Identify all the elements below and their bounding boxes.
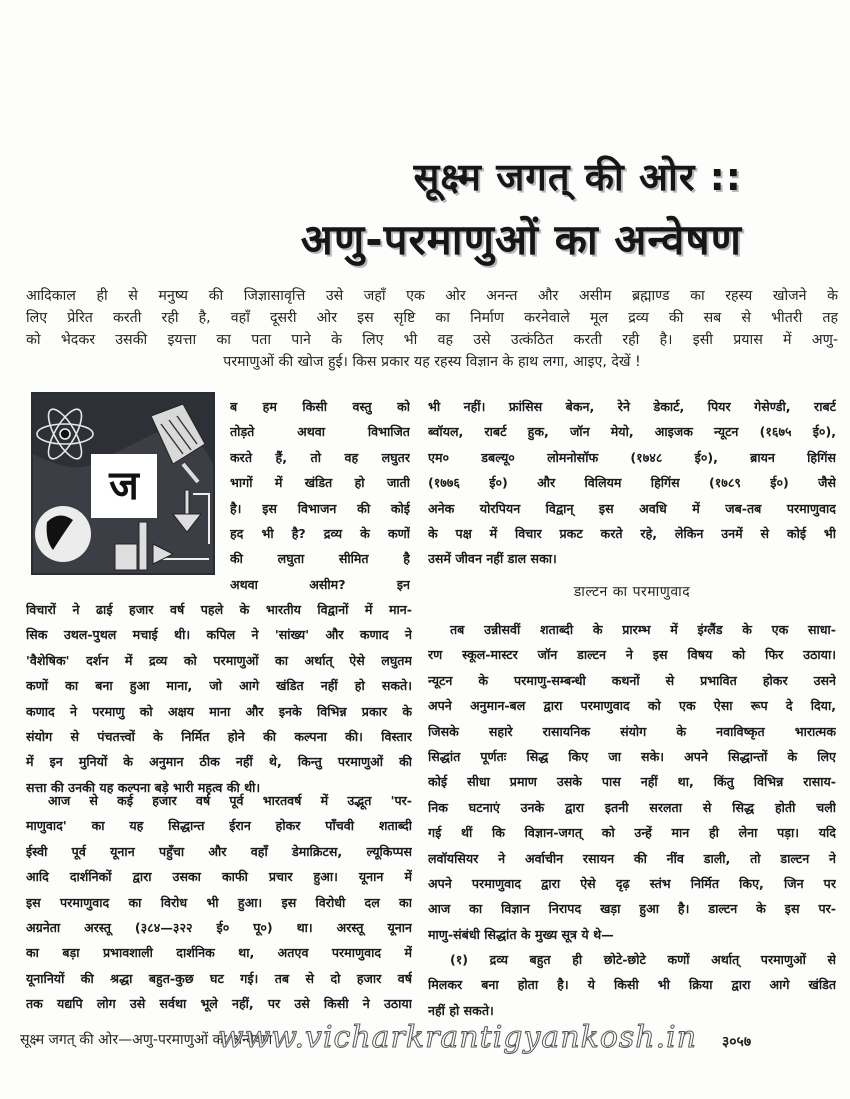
text-line: आदि दार्शनिकों द्वारा उसका काफी प्रचार हुआ। यूनान में: [26, 869, 412, 885]
text-line: विचारों ने ढाई हजार वर्ष पहले के भारतीय विद्वानों में मान-: [26, 602, 412, 617]
text-line: इस परमाणुवाद का विरोध भी हुआ। इस विरोधी दल का: [26, 894, 412, 910]
text-line: आज का विज्ञान निरापद खड़ा हुआ है। डाल्टन के इस पर-: [428, 901, 836, 917]
text-line: तक यद्यपि लोग उसे सर्वथा भूले नहीं, पर उसे किसी ने उठाया: [26, 996, 412, 1012]
drop-cap-box: [91, 454, 157, 518]
text-line: माणु-संबंधी सिद्धांत के मुख्य सूत्र ये थे—: [428, 926, 614, 942]
text-line: सिक उथल-पुथल मचाई थी। कपिल ने 'सांख्य' और कणाद ने: [26, 627, 412, 643]
intro-line: आदिकाल ही से मनुष्य की जिज्ञासावृत्ति उसे जहाँ एक ओर अनन्त और असीम ब्रह्माण्ड का रहस्य खोजने के: [26, 288, 838, 304]
text-line: न्यूटन के परमाणु-सम्बन्धी कथनों से प्रभावित होकर उसने: [428, 672, 836, 688]
drop-cap: ज: [109, 463, 139, 509]
science-illustration: [31, 392, 215, 575]
left-column-wrapped-text: [230, 394, 410, 597]
text-line: (१७७६ ई०) और विलियम हिगिंस (१७८९ ई०) जैसे: [428, 475, 836, 491]
text-line: (१) द्रव्य बहुत ही छोटे-छोटे कणों अर्थात् परमाणुओं से: [450, 952, 836, 968]
intro-line: परमाणुओं की खोज हुई। किस प्रकार यह रहस्य विज्ञान के हाथ लगा, आइए, देखें !: [223, 354, 641, 370]
text-line: तोड़ते अथवा विभाजित: [230, 424, 410, 440]
text-line: सत्ता की उनकी यह कल्पना बड़े भारी महत्व की थी।: [26, 779, 261, 795]
text-line: ब्वॉयल, राबर्ट हुक, जॉन मेयो, आइजक न्यूटन (१६७५ ई०),: [428, 424, 836, 440]
text-line: हद भी है? द्रव्य के कणों: [230, 525, 410, 541]
text-line: अथवा असीम? इन: [230, 576, 410, 592]
text-line: का बड़ा प्रभावशाली दार्शनिक था, अतएव परमाणुवाद में: [26, 945, 412, 961]
globe-icon: [35, 506, 91, 562]
text-line: की लघुता सीमित है: [230, 551, 410, 567]
text-line: माणुवाद' का यह सिद्धान्त ईरान होकर पाँचवी शताब्दी: [26, 818, 412, 834]
text-line: यूनानियों की श्रद्धा बहुत-कुछ घट गई। तब से दो हजार वर्ष: [26, 970, 412, 986]
article-title-line-1: सूक्ष्म जगत् की ओर ::: [413, 155, 742, 199]
text-line: भी नहीं। फ्रांसिस बेकन, रेने डेकार्ट, पियर गेसेण्डी, राबर्ट: [428, 399, 836, 414]
text-line: अग्रनेता अरस्तू (३८४—३२२ ई० पू०) था। अरस्तू यूनान: [26, 919, 412, 935]
text-line: अपने परमाणुवाद द्वारा ऐसे दृढ़ स्तंभ निर्मित किए, जिन पर: [428, 875, 836, 891]
text-line: नहीं हो सकते।: [428, 1002, 494, 1018]
right-column-paragraph-1: [428, 394, 836, 572]
text-line: जिसके सहारे रासायनिक संयोग के नवाविष्कृत भारात्मक: [428, 723, 836, 739]
text-line: लवॉयसियर ने अर्वाचीन रसायन की नींव डाली, तो डाल्टन ने: [428, 850, 836, 866]
text-line: आज से कई हजार वर्ष पूर्व भारतवर्ष में उद्भूत 'पर-: [48, 793, 412, 808]
text-line: ईस्वी पूर्व यूनान पहुँचा और वहाँ डेमाक्रिटस, ल्यूकिप्पस: [26, 843, 412, 859]
text-line: 'वैशेषिक' दर्शन में द्रव्य को परमाणुओं का अर्थात् ऐसे लघुतम: [26, 652, 412, 668]
text-line: करते हैं, तो वह लघुतर: [230, 449, 410, 465]
website-watermark: www.vicharkrantigyankosh.in: [218, 1020, 698, 1055]
running-footer-title: सूक्ष्म जगत् की ओर—अणु-परमाणुओं का अन्वेषण: [20, 1032, 273, 1048]
text-line: एम० डबल्यू० लोमनोसॉफ (१७४८ ई०), ब्रायन हिगिंस: [428, 449, 836, 465]
text-line: में इन मुनियों के अनुमान ठीक नहीं थे, किन्तु परमाणुओं की: [26, 754, 412, 770]
text-line: रण स्कूल-मास्टर जॉन डाल्टन ने इस विषय को फिर उठाया।: [428, 647, 836, 663]
intro-line: लिए प्रेरित करती रही है, वहाँ दूसरी ओर इस सृष्टि का निर्माण करनेवाले मूल द्रव्य की सब से भीतरी तह: [26, 310, 838, 326]
text-line: संयोग से पंचतत्त्वों के निर्मित होने की कल्पना की। विस्तार: [26, 728, 412, 744]
text-line: कणों का बना हुआ माना, जो आगे खंडित नहीं हो सकते।: [26, 678, 412, 694]
article-title-line-2: अणु-परमाणुओं का अन्वेषण: [300, 215, 742, 264]
text-line: है। इस विभाजन की कोई: [230, 500, 410, 516]
left-column-paragraph-2: [26, 788, 412, 1017]
text-line: ब हम किसी वस्तु को: [230, 399, 410, 414]
text-line: मिलकर बना होता है। ये किसी भी क्रिया द्वारा आगे खंडित: [428, 977, 836, 993]
text-line: अपने अनुमान-बल द्वारा परमाणुवाद को एक ऐसा रूप दे दिया,: [428, 698, 836, 714]
page-number: ३०५७: [722, 1034, 752, 1050]
text-line: कोई सीधा प्रमाण उसके पास नहीं था, किंतु विभिन्न रासाय-: [428, 774, 836, 790]
text-line: कणाद ने परमाणु को अक्षय माना और इनके विभिन्न प्रकार के: [26, 703, 412, 719]
text-line: तब उन्नीसवीं शताब्दी के प्रारम्भ में इंग्लैंड के एक साधा-: [450, 622, 836, 637]
text-line: सिद्धांत पूर्णतः सिद्ध किए जा सके। अपने सिद्धान्तों के लिए: [428, 748, 836, 764]
right-column-paragraph-2: [428, 617, 836, 1023]
text-line: के पक्ष में विचार प्रकट करते रहे, लेकिन उनमें से कोई भी: [428, 525, 836, 541]
left-column-paragraph-1: [26, 597, 412, 800]
text-line: निक घटनाएं उनके द्वारा इतनी सरलता से सिद्ध होती चली: [428, 799, 836, 815]
section-subheading: डाल्टन का परमाणुवाद: [573, 584, 691, 600]
text-line: अनेक योरपियन विद्वान् इस अवधि में जब-तब परमाणुवाद: [428, 500, 836, 516]
text-line: भागों में खंडित हो जाती: [230, 475, 410, 491]
text-line: उसमें जीवन नहीं डाल सका।: [428, 551, 557, 567]
intro-line: को भेदकर उसकी इयत्ता का पता पाने के लिए भी वह उसे उत्कंठित करती रही है। इसी प्रयास में अणु-: [26, 332, 838, 348]
intro-paragraph: [26, 285, 838, 373]
text-line: गई थीं कि विज्ञान-जगत् को उन्हें मान ही लेना पड़ा। यदि: [428, 825, 836, 841]
